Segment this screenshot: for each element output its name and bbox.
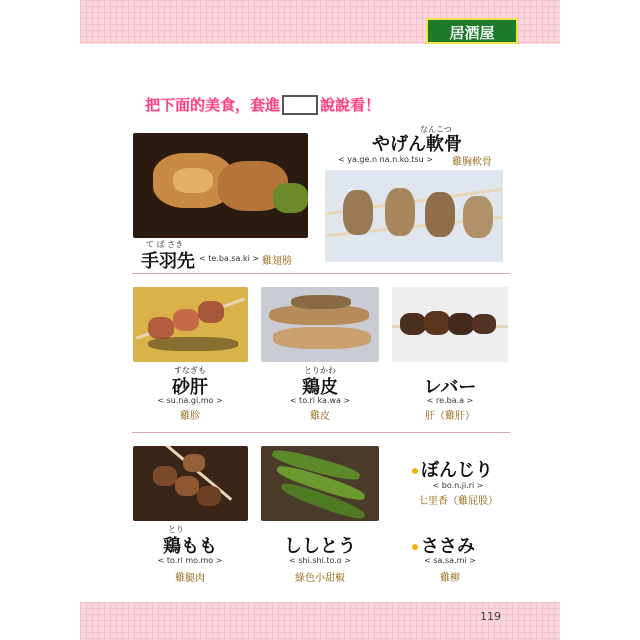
sunagimo-word: 砂肝 — [172, 377, 208, 398]
torikawa-photo — [261, 287, 379, 362]
reba-meaning: 肝（雞肝） — [425, 411, 475, 422]
torikawa-meaning: 雞皮 — [310, 411, 330, 422]
torimomo-word: 鶏もも — [163, 536, 217, 557]
shishito-word: ししとう — [284, 536, 356, 557]
bonjiri-romaji: < bo.n.ji.ri > — [432, 481, 484, 490]
blank-box — [282, 95, 318, 115]
sasami-romaji: < sa.sa.mi > — [424, 556, 476, 565]
tebasaki-word: 手羽先 — [141, 251, 195, 272]
tebasaki-furigana: て ば さき — [146, 240, 184, 249]
reba-photo — [392, 287, 508, 362]
torimomo-meaning: 雞腿肉 — [175, 573, 205, 584]
instruction-heading — [145, 94, 380, 115]
torikawa-furigana: とりかわ — [304, 366, 336, 375]
page-number: 119 — [480, 610, 501, 623]
bonjiri-word-text: ぼんじり — [421, 460, 493, 481]
row-divider-1 — [132, 273, 510, 274]
shishito-photo — [261, 446, 379, 521]
torikawa-word: 鶏皮 — [302, 377, 338, 398]
instruction-text-after: 說說看！ — [320, 96, 381, 114]
section-tag: 居酒屋 — [426, 18, 518, 44]
yagen-word: やげん軟骨 — [372, 134, 462, 155]
yagen-furigana: なんこつ — [420, 125, 452, 134]
sasami-word — [412, 532, 475, 558]
torikawa-romaji: < to.ri ka.wa > — [289, 396, 351, 405]
torimomo-romaji: < to.ri mo.mo > — [157, 556, 223, 565]
row-divider-2 — [132, 432, 510, 433]
bonjiri-meaning: 七里香（雞屁股） — [418, 496, 498, 507]
reba-romaji: < re.ba.a > — [426, 396, 474, 405]
reba-word: レバー — [423, 377, 477, 398]
tebasaki-meaning: 雞翅膀 — [262, 256, 292, 267]
sasami-word-text: ささみ — [421, 536, 475, 557]
tebasaki-photo — [133, 133, 308, 238]
sunagimo-furigana: すなぎも — [174, 366, 206, 375]
torimomo-furigana: とり — [168, 525, 184, 534]
yagen-romaji: < ya.ge.n na.n.ko.tsu > — [338, 155, 433, 164]
yagen-nankotsu-photo — [325, 170, 503, 262]
bullet-icon — [412, 468, 418, 474]
yagen-meaning: 雞胸軟骨 — [452, 157, 492, 168]
torimomo-photo — [133, 446, 248, 521]
bonjiri-word — [412, 456, 493, 482]
bullet-icon — [412, 544, 418, 550]
sunagimo-photo — [133, 287, 248, 362]
sasami-meaning: 雞柳 — [440, 573, 460, 584]
instruction-text-before: 把下面的美食，套進 — [145, 96, 281, 114]
shishito-romaji: < shi.shi.to.o > — [289, 556, 351, 565]
sunagimo-meaning: 雞胗 — [180, 411, 200, 422]
shishito-meaning: 綠色小甜椒 — [295, 573, 345, 584]
sunagimo-romaji: < su.na.gi.mo > — [157, 396, 223, 405]
tebasaki-romaji: < te.ba.sa.ki > — [199, 254, 260, 263]
